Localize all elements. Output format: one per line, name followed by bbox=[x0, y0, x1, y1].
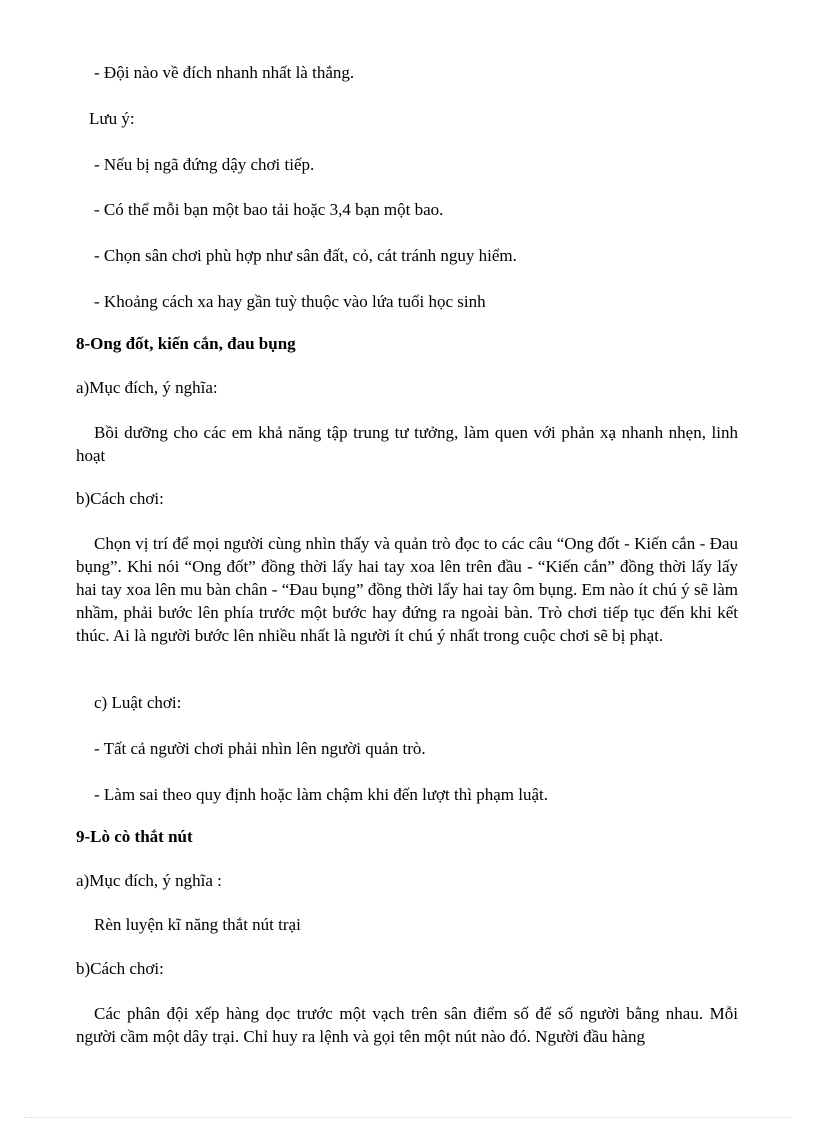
section-8-purpose-label: a)Mục đích, ý nghĩa: bbox=[76, 378, 218, 397]
section-8-rule-2: - Làm sai theo quy định hoặc làm chậm khi đến lượt thì phạm luật. bbox=[94, 785, 548, 804]
section-8-howto-label: b)Cách chơi: bbox=[76, 489, 164, 508]
section-8-rules-label: c) Luật chơi: bbox=[94, 693, 182, 712]
section-8-howto-text bbox=[76, 532, 738, 647]
section-9-purpose-text: Rèn luyện kĩ năng thắt nút trại bbox=[94, 915, 301, 934]
section-9-howto-text bbox=[76, 1002, 738, 1048]
section-9-heading: 9-Lò cò thắt nút bbox=[76, 827, 193, 846]
page-bottom-divider bbox=[24, 1117, 792, 1118]
section-8-howto-paragraph: Chọn vị trí để mọi người cùng nhìn thấy và quản trò đọc to các câu “Ong đốt - Kiến cắn - Đau bụng”. Khi nói “Ong đốt” đồng thời lấy hai tay xoa lên trên đầu - “Kiến cắn” đồng thời lấy lấy hai tay xoa lên mu bàn chân - “Đau bụng” đồng thời lấy hai tay ôm bụng. Em nào ít chú ý sẽ làm nhầm, phải bước lên phía trước một bước hay đứng ra ngoài bàn. Trò chơi tiếp tục đến khi kết thúc. Ai là người bước lên nhiều nhất là người ít chú ý nhất trong cuộc chơi sẽ bị phạt. bbox=[76, 534, 738, 645]
note-item-field: - Chọn sân chơi phù hợp như sân đất, cỏ, cát tránh nguy hiểm. bbox=[94, 246, 517, 265]
section-8-purpose-paragraph: Bồi dưỡng cho các em khả năng tập trung tư tưởng, làm quen với phản xạ nhanh nhẹn, linh hoạt bbox=[76, 423, 738, 465]
note-item-distance: - Khoảng cách xa hay gần tuỳ thuộc vào lứa tuổi học sinh bbox=[94, 292, 486, 311]
section-9-howto-paragraph: Các phân đội xếp hàng dọc trước một vạch trên sân điểm số để số người bằng nhau. Mỗi người cầm một dây trại. Chỉ huy ra lệnh và gọi tên một nút nào đó. Người đầu hàng bbox=[76, 1004, 738, 1046]
section-8-heading: 8-Ong đốt, kiến cắn, đau bụng bbox=[76, 334, 296, 353]
section-8-purpose-text bbox=[76, 421, 738, 467]
note-item-fall: - Nếu bị ngã đứng dậy chơi tiếp. bbox=[94, 155, 315, 174]
text-line-finish-rule: - Đội nào về đích nhanh nhất là thắng. bbox=[94, 63, 355, 82]
section-8-rule-1: - Tất cả người chơi phải nhìn lên người quản trò. bbox=[94, 739, 426, 758]
section-9-purpose-label: a)Mục đích, ý nghĩa : bbox=[76, 871, 222, 890]
section-9-howto-label: b)Cách chơi: bbox=[76, 959, 164, 978]
note-item-sack: - Có thể mỗi bạn một bao tải hoặc 3,4 bạn một bao. bbox=[94, 200, 444, 219]
note-label: Lưu ý: bbox=[89, 109, 135, 128]
